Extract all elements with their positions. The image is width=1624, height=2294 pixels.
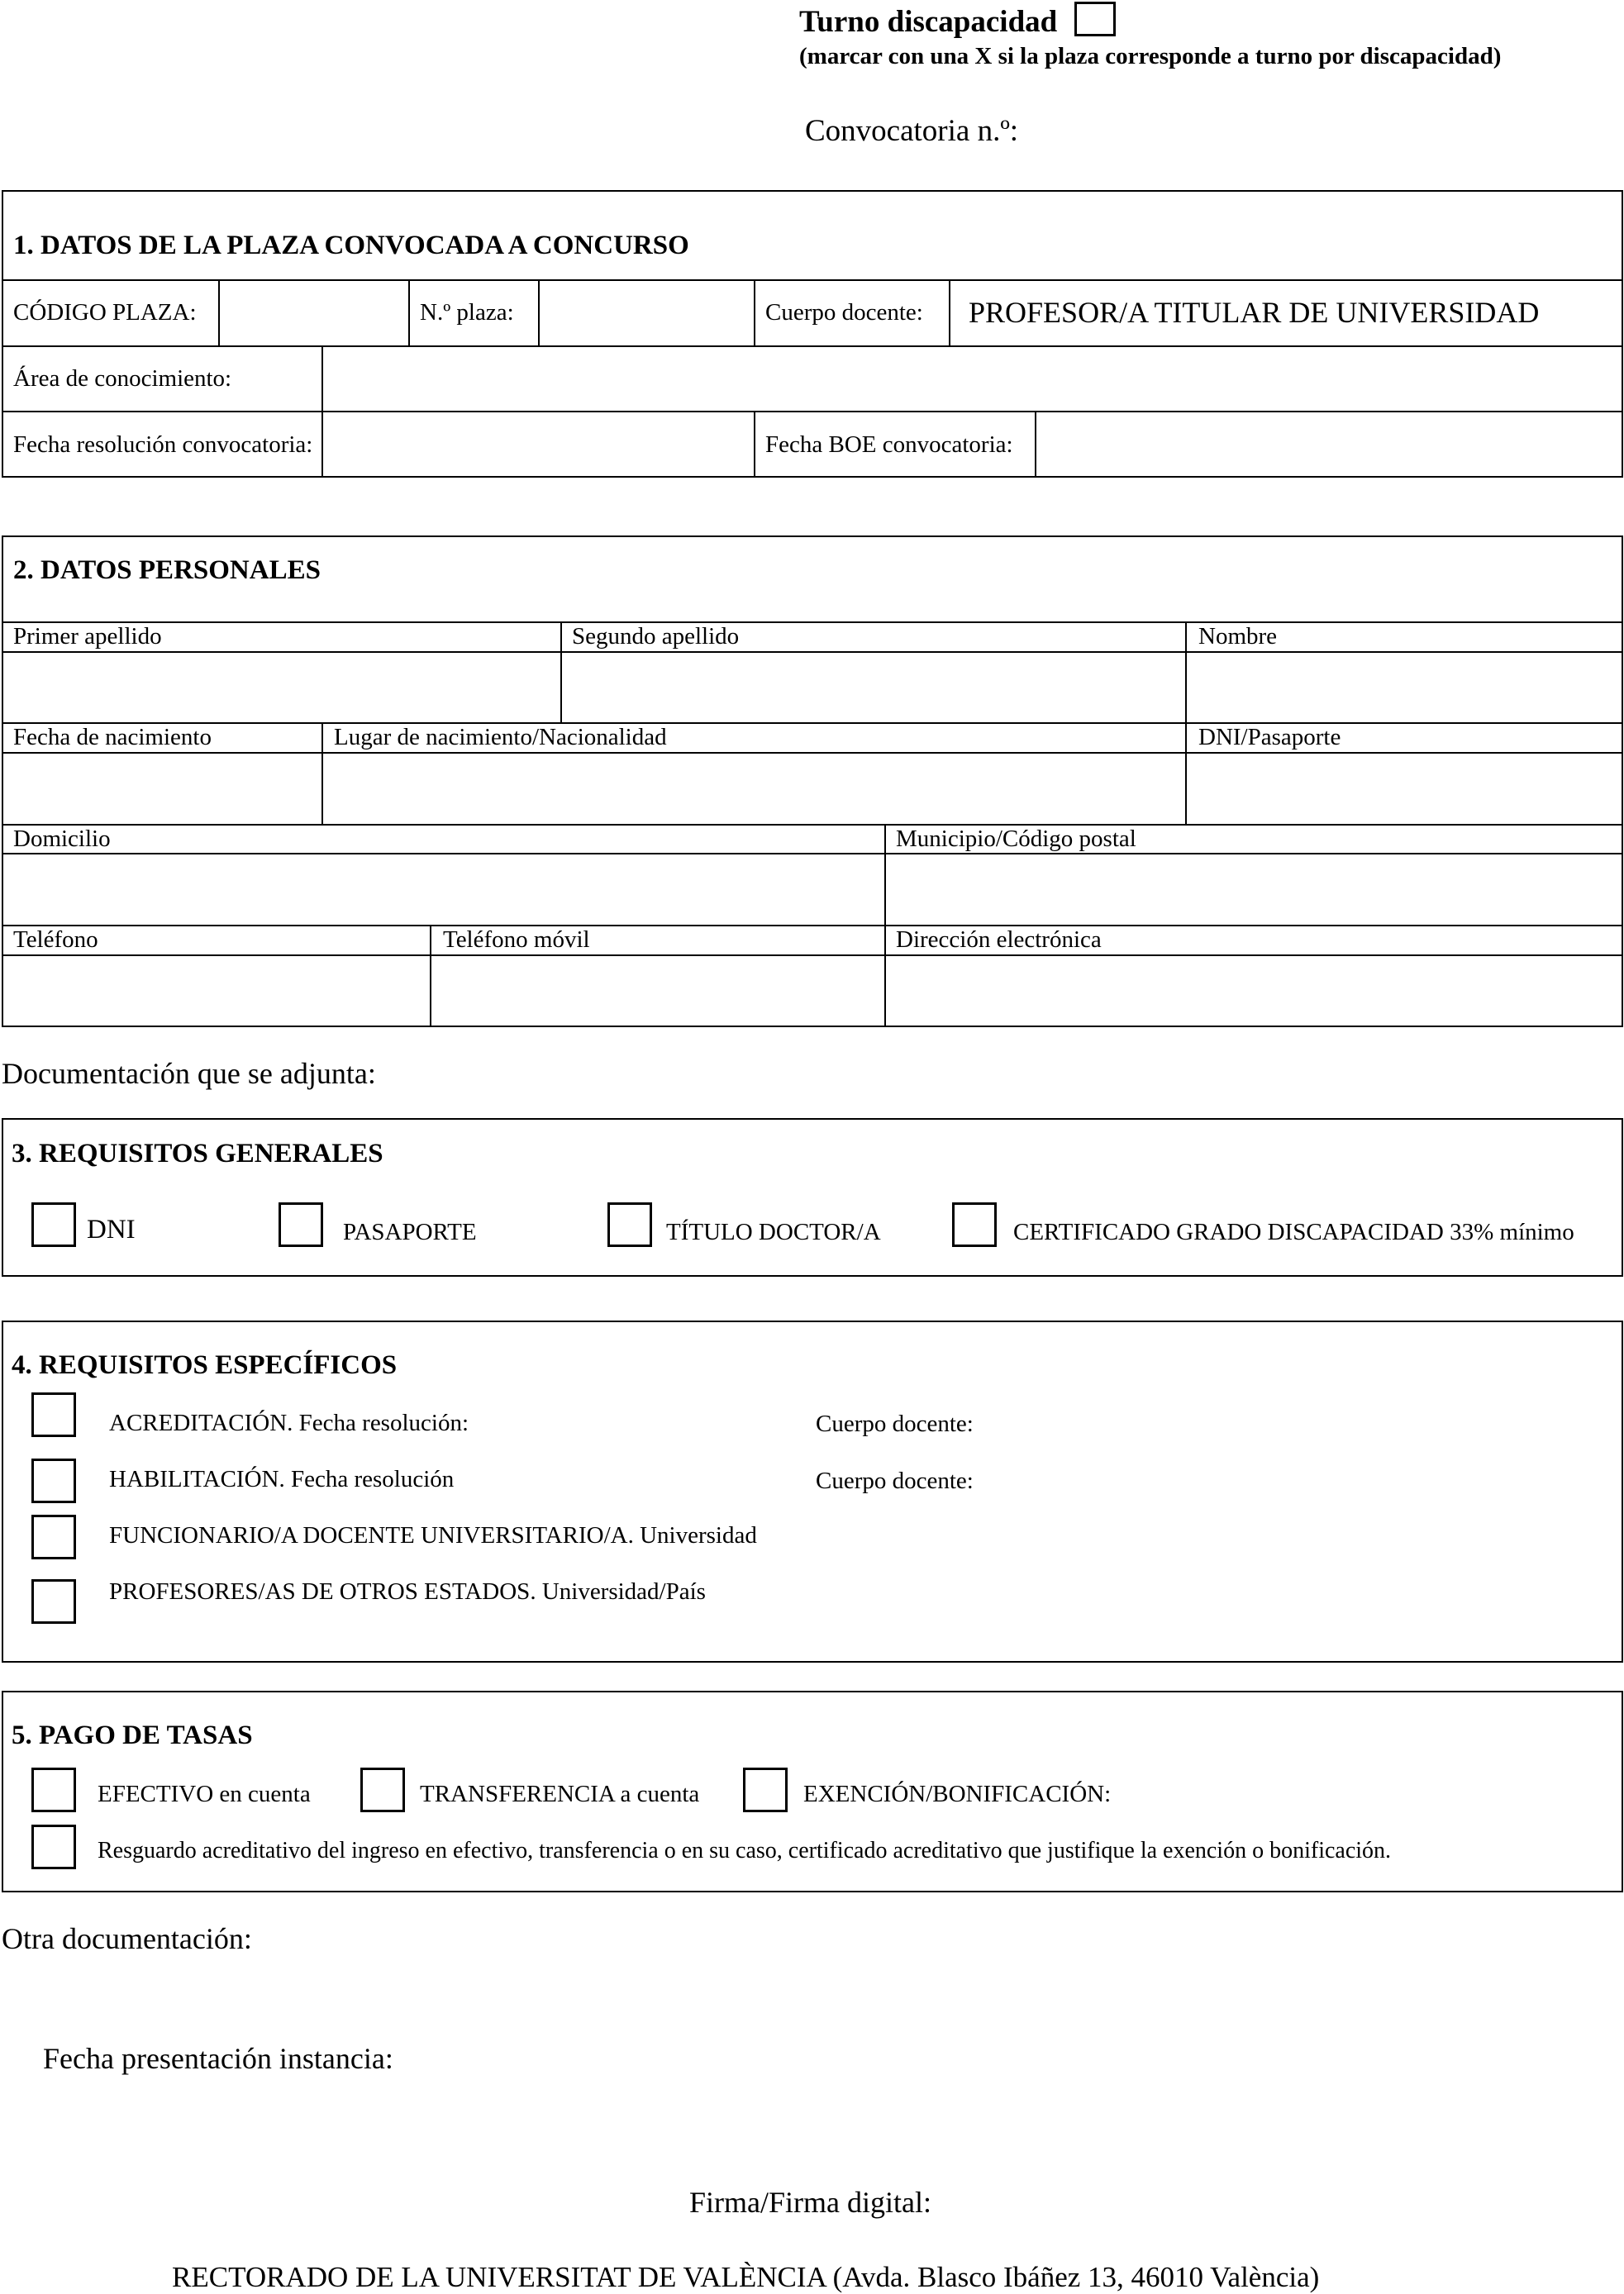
funcionario-docente-label: FUNCIONARIO/A DOCENTE UNIVERSITARIO/A. Universidad <box>109 1522 757 1549</box>
fecha-boe-label: Fecha BOE convocatoria: <box>765 431 1013 458</box>
efectivo-label: EFECTIVO en cuenta <box>98 1781 311 1807</box>
email-label: Dirección electrónica <box>896 926 1102 953</box>
titulo-doctor-checkbox[interactable] <box>607 1202 652 1247</box>
fecha-presentacion-label: Fecha presentación instancia: <box>43 2042 393 2075</box>
resguardo-label: Resguardo acreditativo del ingreso en efectivo, transferencia o en su caso, certificado acreditativo que justifique la exención o bonificación. <box>98 1838 1392 1863</box>
section3-title: 3. REQUISITOS GENERALES <box>12 1139 383 1168</box>
email-field[interactable] <box>886 956 1621 1026</box>
certificado-discapacidad-option-label: CERTIFICADO GRADO DISCAPACIDAD 33% mínimo <box>1013 1219 1574 1245</box>
firma-label: Firma/Firma digital: <box>689 2186 931 2219</box>
dni-pasaporte-label: DNI/Pasaporte <box>1198 724 1341 750</box>
profesores-otros-estados-label: PROFESORES/AS DE OTROS ESTADOS. Universidad/País <box>109 1578 706 1605</box>
municipio-label: Municipio/Código postal <box>896 826 1136 852</box>
nombre-label: Nombre <box>1198 623 1278 650</box>
section4-title: 4. REQUISITOS ESPECÍFICOS <box>12 1350 398 1380</box>
dni-option-label: DNI <box>87 1215 136 1245</box>
fecha-nacimiento-label: Fecha de nacimiento <box>13 724 212 750</box>
fecha-resolucion-label: Fecha resolución convocatoria: <box>13 431 313 458</box>
resguardo-checkbox[interactable] <box>31 1825 76 1869</box>
otra-documentacion-label: Otra documentación: <box>2 1922 252 1955</box>
primer-apellido-field[interactable] <box>3 653 559 721</box>
cuerpo-docente-label: Cuerpo docente: <box>765 299 923 326</box>
area-conocimiento-label: Área de conocimiento: <box>13 365 232 392</box>
profesores-otros-estados-checkbox[interactable] <box>31 1579 76 1624</box>
transferencia-checkbox[interactable] <box>360 1768 405 1812</box>
certificado-discapacidad-checkbox[interactable] <box>952 1202 997 1247</box>
turno-discapacidad-checkbox[interactable] <box>1074 2 1116 36</box>
segundo-apellido-field[interactable] <box>562 653 1183 721</box>
cuerpo-docente-acreditacion-label: Cuerpo docente: <box>816 1411 974 1437</box>
telefono-label: Teléfono <box>13 926 98 953</box>
titulo-doctor-option-label: TÍTULO DOCTOR/A <box>666 1219 881 1245</box>
cuerpo-docente-value[interactable]: PROFESOR/A TITULAR DE UNIVERSIDAD <box>969 296 1540 329</box>
fecha-nacimiento-field[interactable] <box>3 754 320 822</box>
cuerpo-docente-habilitacion-label: Cuerpo docente: <box>816 1468 974 1494</box>
area-conocimiento-field[interactable] <box>323 347 1621 409</box>
section1-title: 1. DATOS DE LA PLAZA CONVOCADA A CONCURSO <box>13 231 689 260</box>
codigo-plaza-label: CÓDIGO PLAZA: <box>13 299 197 326</box>
documentacion-label: Documentación que se adjunta: <box>2 1057 376 1090</box>
num-plaza-label: N.º plaza: <box>420 299 514 326</box>
lugar-nacimiento-label: Lugar de nacimiento/Nacionalidad <box>334 724 667 750</box>
acreditacion-label: ACREDITACIÓN. Fecha resolución: <box>109 1410 469 1436</box>
segundo-apellido-label: Segundo apellido <box>572 623 740 650</box>
telefono-movil-field[interactable] <box>431 956 883 1026</box>
domicilio-field[interactable] <box>3 854 883 923</box>
fecha-boe-field[interactable] <box>1036 412 1621 476</box>
convocatoria-label: Convocatoria n.º: <box>805 114 1019 148</box>
telefono-movil-label: Teléfono móvil <box>443 926 590 953</box>
domicilio-label: Domicilio <box>13 826 111 852</box>
convocatoria-field[interactable] <box>1025 112 1355 149</box>
fecha-resolucion-field[interactable] <box>323 412 752 476</box>
transferencia-label: TRANSFERENCIA a cuenta <box>420 1781 700 1807</box>
primer-apellido-label: Primer apellido <box>13 623 162 650</box>
num-plaza-field[interactable] <box>540 281 752 344</box>
otra-documentacion-field[interactable] <box>273 1917 1595 1958</box>
municipio-field[interactable] <box>886 854 1621 923</box>
pasaporte-option-label: PASAPORTE <box>343 1219 477 1245</box>
fecha-presentacion-field[interactable] <box>413 2037 992 2078</box>
pasaporte-checkbox[interactable] <box>279 1202 323 1247</box>
dni-pasaporte-field[interactable] <box>1187 754 1621 822</box>
exencion-checkbox[interactable] <box>743 1768 788 1812</box>
habilitacion-label: HABILITACIÓN. Fecha resolución <box>109 1466 455 1492</box>
turno-discapacidad-note: (marcar con una X si la plaza corresponde a turno por discapacidad) <box>799 43 1502 69</box>
exencion-label: EXENCIÓN/BONIFICACIÓN: <box>803 1781 1112 1807</box>
codigo-plaza-field[interactable] <box>220 281 407 344</box>
telefono-field[interactable] <box>3 956 428 1026</box>
acreditacion-checkbox[interactable] <box>31 1392 76 1437</box>
efectivo-checkbox[interactable] <box>31 1768 76 1812</box>
rectorado-address: RECTORADO DE LA UNIVERSITAT DE VALÈNCIA (Avda. Blasco Ibáñez 13, 46010 València) <box>172 2261 1320 2293</box>
nombre-field[interactable] <box>1187 653 1621 721</box>
funcionario-docente-checkbox[interactable] <box>31 1515 76 1559</box>
lugar-nacimiento-field[interactable] <box>323 754 1183 822</box>
turno-discapacidad-label: Turno discapacidad <box>799 5 1058 39</box>
dni-checkbox[interactable] <box>31 1202 76 1247</box>
habilitacion-checkbox[interactable] <box>31 1459 76 1503</box>
section2-title: 2. DATOS PERSONALES <box>13 555 321 585</box>
section5-title: 5. PAGO DE TASAS <box>12 1720 253 1750</box>
